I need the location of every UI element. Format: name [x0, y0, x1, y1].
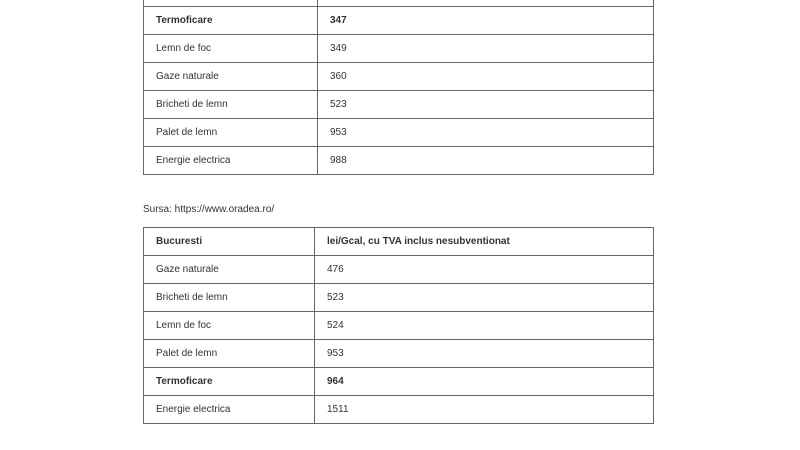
price-cell: 476: [315, 256, 654, 284]
table-row: [144, 256, 654, 284]
unit-header-cell: lei/Gcal, cu TVA inclus nesubventionat: [315, 228, 654, 256]
price-cell: 524: [315, 312, 654, 340]
price-cell: 523: [318, 91, 654, 119]
table-row: [144, 340, 654, 368]
fuel-name-cell: Palet de lemn: [144, 340, 315, 368]
table-row: [144, 7, 654, 35]
table-row: [144, 312, 654, 340]
source-note: Sursa: https://www.oradea.ro/: [143, 204, 275, 215]
price-cell: 953: [315, 340, 654, 368]
fuel-name-cell: Lemn de foc: [144, 312, 315, 340]
price-cell: 964: [315, 368, 654, 396]
price-cell: 523: [315, 284, 654, 312]
city-header-cell: Bucuresti: [144, 228, 315, 256]
price-cell: 1511: [315, 396, 654, 424]
price-cell: 953: [318, 119, 654, 147]
fuel-name-cell: Bricheti de lemn: [144, 284, 315, 312]
table-row: [144, 147, 654, 175]
fuel-name-cell: Energie electrica: [144, 396, 315, 424]
price-cell: 349: [318, 35, 654, 63]
fuel-name-cell: Bricheti de lemn: [144, 91, 318, 119]
fuel-name-cell: Gaze naturale: [144, 256, 315, 284]
fuel-name-cell: Gaze naturale: [144, 63, 318, 91]
fuel-name-cell: Termoficare: [144, 7, 318, 35]
price-cell: 988: [318, 147, 654, 175]
price-cell: 360: [318, 63, 654, 91]
table-row: [144, 396, 654, 424]
oradea-heating-cost-table: [143, 0, 654, 175]
fuel-name-cell: Energie electrica: [144, 147, 318, 175]
price-cell: 347: [318, 7, 654, 35]
fuel-name-cell: Palet de lemn: [144, 119, 318, 147]
fuel-name-cell: Termoficare: [144, 368, 315, 396]
table-row: [144, 119, 654, 147]
fuel-name-cell: Lemn de foc: [144, 35, 318, 63]
table-header-row: [144, 228, 654, 256]
table-row: [144, 35, 654, 63]
table-row: [144, 91, 654, 119]
table-row: [144, 368, 654, 396]
table-row: [144, 63, 654, 91]
table-row: [144, 284, 654, 312]
bucuresti-heating-cost-table: [143, 227, 654, 424]
